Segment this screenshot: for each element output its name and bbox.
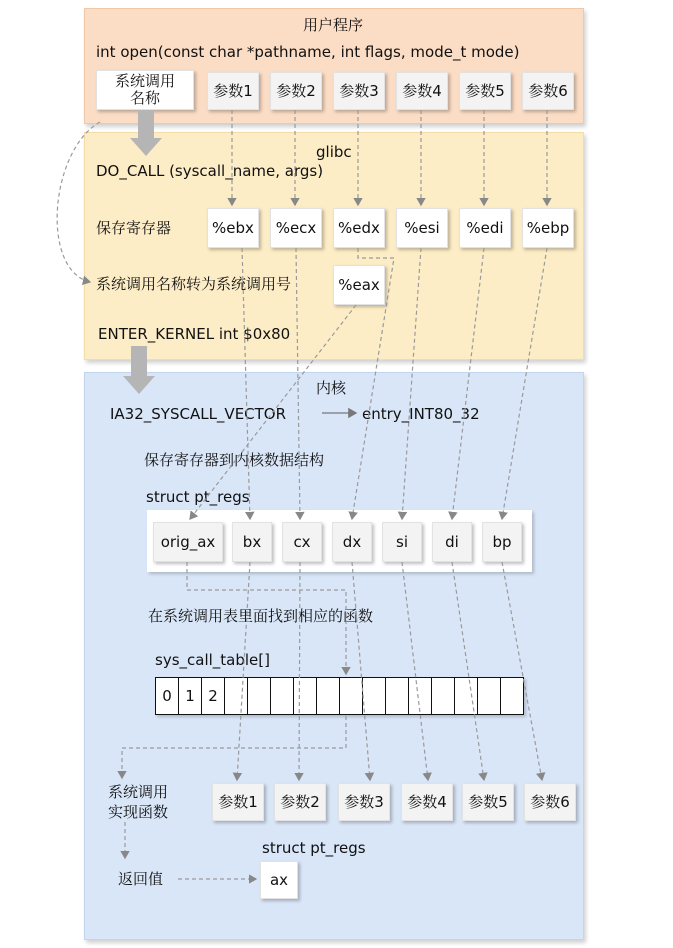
table-cell: 1	[178, 677, 202, 715]
enter-kernel-label: ENTER_KERNEL int $0x80	[98, 325, 291, 343]
reg-ecx: %ecx	[270, 208, 322, 248]
sys-call-table-label: sys_call_table[]	[155, 651, 270, 669]
table-cell	[385, 677, 409, 715]
glibc-title: glibc	[316, 143, 352, 161]
kernel-param-4: 参数4	[401, 783, 453, 821]
syscall-name-box: 系统调用 名称	[96, 70, 194, 110]
table-cell	[454, 677, 478, 715]
save-registers-label: 保存寄存器	[96, 219, 172, 237]
lookup-function-label: 在系统调用表里面找到相应的函数	[148, 607, 374, 625]
table-cell	[477, 677, 501, 715]
kernel-param-6: 参数6	[524, 783, 576, 821]
table-cell	[247, 677, 271, 715]
pt-regs-si: si	[382, 522, 422, 562]
pt-regs-bp: bp	[482, 522, 522, 562]
reg-ebx: %ebx	[207, 208, 259, 248]
table-cell	[270, 677, 294, 715]
user-param-4: 参数4	[396, 72, 448, 110]
table-cell	[431, 677, 455, 715]
table-cell: 2	[201, 677, 225, 715]
user-param-5: 参数5	[459, 72, 511, 110]
reg-esi: %esi	[396, 208, 448, 248]
table-cell	[316, 677, 340, 715]
table-cell	[339, 677, 363, 715]
table-cell	[362, 677, 386, 715]
save-to-kernel-label: 保存寄存器到内核数据结构	[144, 451, 325, 469]
reg-ebp: %ebp	[522, 208, 574, 248]
pt-regs-label: struct pt_regs	[146, 488, 250, 506]
table-cell	[500, 677, 524, 715]
table-cell	[408, 677, 432, 715]
return-ax-box: ax	[260, 861, 298, 899]
kernel-param-2: 参数2	[274, 783, 326, 821]
pt-regs-orig-ax: orig_ax	[153, 522, 223, 562]
entry-int80-label: entry_INT80_32	[362, 405, 480, 423]
return-value-label: 返回值	[118, 870, 164, 888]
kernel-param-3: 参数3	[338, 783, 390, 821]
reg-edi: %edi	[459, 208, 511, 248]
pt-regs-di: di	[432, 522, 472, 562]
table-cell: 0	[155, 677, 179, 715]
table-cell	[293, 677, 317, 715]
kernel-param-5: 参数5	[462, 783, 514, 821]
syscall-impl-label: 系统调用 实现函数	[108, 783, 169, 821]
table-cell	[224, 677, 248, 715]
kernel-param-1: 参数1	[212, 783, 264, 821]
user-param-2: 参数2	[270, 72, 322, 110]
user-param-6: 参数6	[522, 72, 574, 110]
pt-regs-cx: cx	[282, 522, 322, 562]
pt-regs-dx: dx	[332, 522, 372, 562]
reg-eax: %eax	[333, 265, 385, 305]
reg-edx: %edx	[333, 208, 385, 248]
pt-regs-bx: bx	[232, 522, 272, 562]
do-call-label: DO_CALL (syscall_name, args)	[96, 162, 324, 180]
convert-syscall-number-label: 系统调用名称转为系统调用号	[96, 275, 292, 293]
syscall-vector-label: IA32_SYSCALL_VECTOR	[110, 405, 287, 423]
return-pt-regs-label: struct pt_regs	[262, 839, 366, 857]
user-program-title: 用户程序	[302, 16, 363, 34]
user-param-1: 参数1	[207, 72, 259, 110]
open-signature: int open(const char *pathname, int flags, mode_t mode)	[96, 43, 520, 61]
sys-call-table	[155, 677, 524, 715]
user-param-3: 参数3	[333, 72, 385, 110]
kernel-title: 内核	[316, 379, 347, 397]
